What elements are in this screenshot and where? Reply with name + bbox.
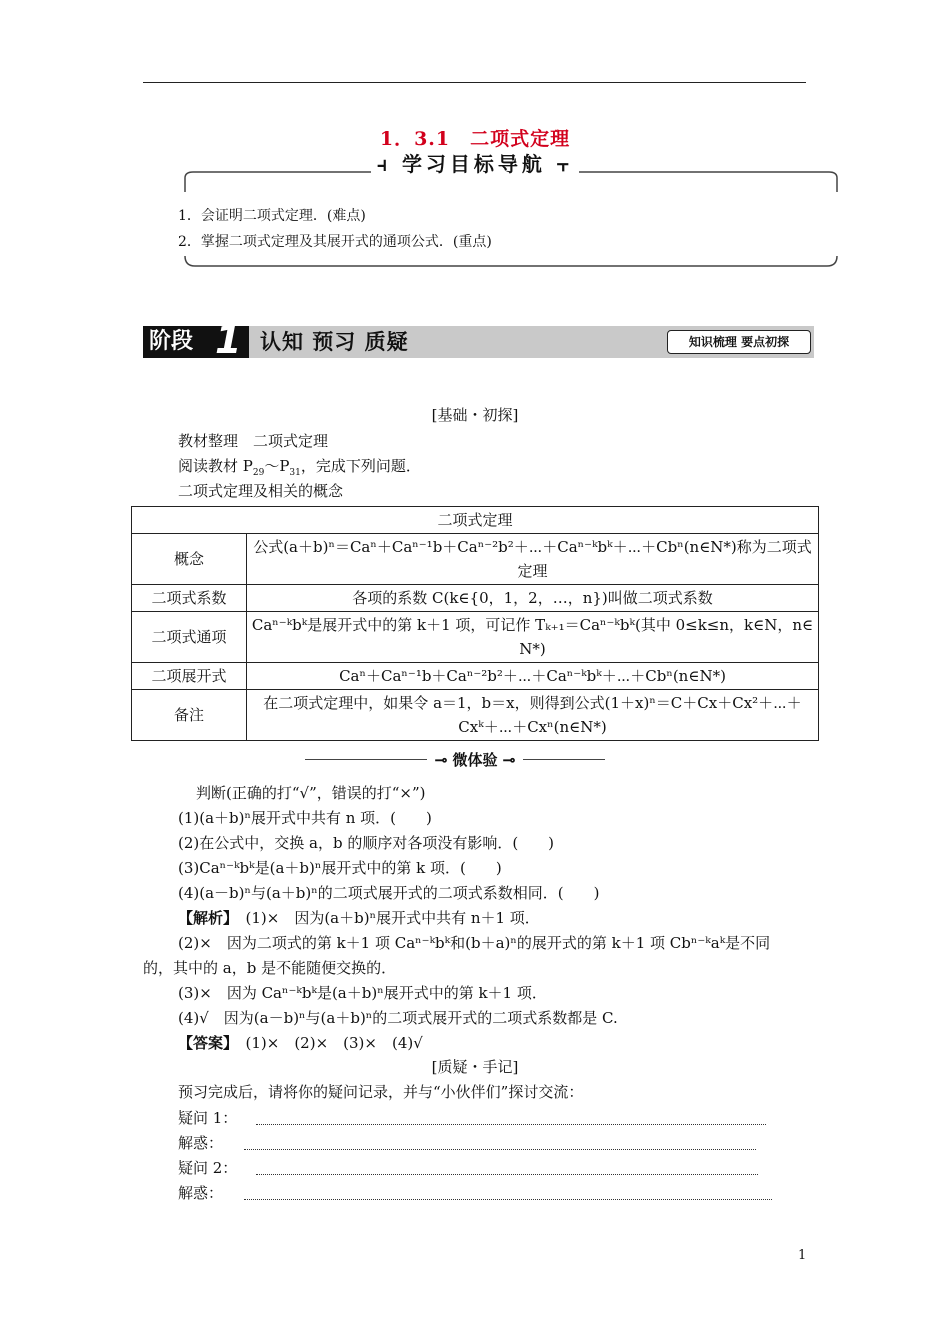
question-1-line[interactable] [256, 1124, 766, 1125]
row-label: 二项式通项 [132, 612, 247, 663]
table-row [132, 690, 819, 741]
judge-intro: 判断(正确的打“√”，错误的打“×”) [196, 784, 426, 802]
answer-2-line[interactable] [244, 1199, 772, 1200]
stage-title: 认知 预习 质疑 [260, 330, 409, 354]
top-rule [143, 82, 806, 83]
row-content: 公式(a＋b)ⁿ＝Caⁿ＋Caⁿ⁻¹b＋Caⁿ⁻²b²＋⋯＋Caⁿ⁻ᵏbᵏ＋⋯＋Cbⁿ(n∈N*)称为二项式定理 [247, 534, 819, 585]
judge-item: (3)Caⁿ⁻ᵏbᵏ是(a＋b)ⁿ展开式中的第 k 项．( ) [178, 859, 502, 877]
answer-label: 解惑： [178, 1184, 224, 1202]
analysis-line: (3)× 因为 Caⁿ⁻ᵏbᵏ是(a＋b)ⁿ展开式中的第 k＋1 项． [178, 984, 547, 1002]
answer-1-line[interactable] [244, 1149, 756, 1150]
notes-intro: 预习完成后，请将你的疑问记录，并与“小伙伴们”探讨交流： [178, 1083, 584, 1101]
micro-heading-text: 微体验 [452, 751, 498, 769]
answer-text: (1)× (2)× (3)× (4)√ [230, 1034, 423, 1052]
section-basic: [基础・初探] [431, 406, 519, 424]
page-number: 1 [798, 1248, 807, 1263]
page-title: 1．3.1 二项式定理 [379, 128, 571, 150]
stage-number: 1 [215, 318, 242, 362]
row-label: 二项式系数 [132, 585, 247, 612]
stage-label: 阶段 [149, 329, 194, 354]
goals-heading: ⫞ 学习目标导航 ⫟ [0, 148, 950, 177]
stage-badge [143, 318, 249, 362]
judge-item: (2)在公式中，交换 a，b 的顺序对各项没有影响．( ) [178, 834, 555, 852]
answer-label: 【答案】 [178, 1034, 231, 1052]
row-label: 概念 [132, 534, 247, 585]
question-label: 疑问 1： [178, 1109, 238, 1127]
table-row [132, 585, 819, 612]
subscript: 29 [252, 468, 265, 478]
theorem-table [131, 506, 819, 741]
goals-heading-text: 学习目标导航 [401, 152, 546, 176]
goal-item: 1．会证明二项式定理．(难点) [178, 208, 366, 224]
row-content: Caⁿ⁻ᵏbᵏ是展开式中的第 k＋1 项，可记作 Tₖ₊₁＝Caⁿ⁻ᵏbᵏ(其中 0≤k≤n，k∈N，n∈ N*) [247, 612, 819, 663]
analysis-text: (1)× 因为(a＋b)ⁿ展开式中共有 n＋1 项． [230, 909, 540, 927]
analysis-line [178, 907, 540, 928]
row-content: 各项的系数 C(k∈{0，1，2，…，n})叫做二项式系数 [247, 585, 819, 612]
table-row [132, 612, 819, 663]
intro-line [178, 455, 421, 478]
text-part: ～P [264, 457, 290, 475]
goal-item: 2．掌握二项式定理及其展开式的通项公式．(重点) [178, 234, 492, 250]
table-header: 二项式定理 [132, 507, 819, 534]
micro-heading: ⊸ 微体验 ⊸ [0, 749, 950, 770]
judge-item: (4)(a－b)ⁿ与(a＋b)ⁿ的二项式展开式的二项式系数相同．( ) [178, 884, 600, 902]
row-label: 二项展开式 [132, 663, 247, 690]
question-label: 疑问 2： [178, 1159, 238, 1177]
intro-line: 教材整理 二项式定理 [178, 432, 329, 450]
intro-line: 二项式定理及相关的概念 [178, 482, 344, 500]
section-notes: [质疑・手记] [431, 1058, 519, 1076]
answer-label: 解惑： [178, 1134, 224, 1152]
table-row [132, 534, 819, 585]
table-row [132, 507, 819, 534]
text-part: ，完成下列问题． [300, 457, 421, 475]
answer-line [178, 1032, 423, 1053]
analysis-line: (4)√ 因为(a－b)ⁿ与(a＋b)ⁿ的二项式展开式的二项式系数都是 C. [178, 1009, 618, 1027]
row-content: 在二项式定理中，如果令 a＝1，b＝x，则得到公式(1＋x)ⁿ＝C＋Cx＋Cx²＋⋯＋Cxᵏ＋⋯＋Cxⁿ(n∈N*) [247, 690, 819, 741]
row-label: 备注 [132, 690, 247, 741]
question-2-line[interactable] [256, 1174, 758, 1175]
analysis-line: (2)× 因为二项式的第 k＋1 项 Caⁿ⁻ᵏbᵏ和(b＋a)ⁿ的展开式的第 k＋1 项 Cbⁿ⁻ᵏaᵏ是不同 [178, 934, 771, 952]
analysis-label: 【解析】 [178, 909, 231, 927]
text-part: 阅读教材 P [178, 457, 253, 475]
table-row [132, 663, 819, 690]
judge-item: (1)(a＋b)ⁿ展开式中共有 n 项．( ) [178, 809, 432, 827]
subscript: 31 [289, 468, 301, 478]
row-content: Caⁿ＋Caⁿ⁻¹b＋Caⁿ⁻²b²＋⋯＋Caⁿ⁻ᵏbᵏ＋⋯＋Cbⁿ(n∈N*) [247, 663, 819, 690]
analysis-line: 的，其中的 a，b 是不能随便交换的． [143, 959, 397, 977]
stage-tag: 知识梳理 要点初探 [667, 330, 811, 354]
